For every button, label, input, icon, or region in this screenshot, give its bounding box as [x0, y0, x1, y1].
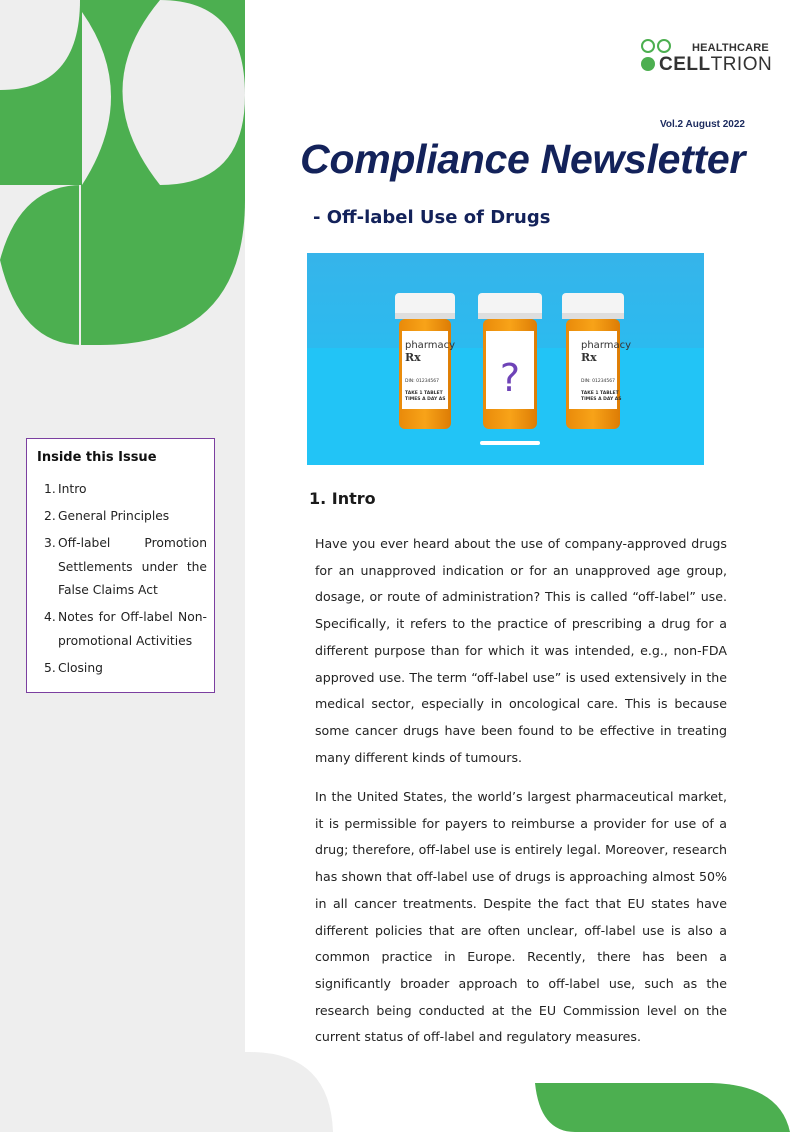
- svg-text:TAKE 1 TABLET: TAKE 1 TABLET: [405, 391, 443, 396]
- svg-text:TAKE 1 TABLET: TAKE 1 TABLET: [581, 391, 619, 396]
- intro-paragraph-1: Have you ever heard about the use of company-approved drugs for an unapproved indication or for an unapproved age group, dosage, or route of administration? This is called “off-label” use. Specifically, it refers to the practice of prescribing a drug for a different purpose than for which it was intended, e.g., non-FDA approved use. The term “off-label use” is used extensively in the medical sector, especially in oncological care. This is because some cancer drugs have been found to be effective in treating many different kinds of tumours.: [315, 536, 727, 765]
- intro-paragraph-2: In the United States, the world’s largest pharmaceutical market, it is permissible for payers to reimburse a provider for use of a drug; therefore, off-label use is entirely legal. Moreover, research has shown that off-label use of drugs is approaching almost 50% in all cancer treatments. Despite the fact that EU states have different policies that are often unclear, off-label use is also a common practice in Europe. Recently, there has been a significantly broader approach to off-label use, such as the research being conducted at the EU Commission level on the current status of off-label and regulatory measures.: [315, 789, 727, 1045]
- toc-list: [44, 478, 207, 684]
- toc-item-closing[interactable]: 5. Closing: [44, 660, 103, 675]
- newsletter-subtitle: - Off-label Use of Drugs: [313, 207, 551, 228]
- svg-text:DIN: 01234567: DIN: 01234567: [405, 379, 440, 384]
- toc-item-false-claims-act[interactable]: 3. Off-label Promotion Settlements under the False Claims Act: [44, 536, 207, 597]
- svg-text:Rx: Rx: [581, 351, 597, 364]
- green-geometric-decoration: [0, 0, 245, 350]
- logo-brand-text: CELLTRION: [659, 54, 773, 75]
- svg-text:pharmacy: pharmacy: [581, 340, 632, 351]
- celltrion-healthcare-logo: [640, 38, 773, 78]
- toc-item-non-promotional[interactable]: 4. Notes for Off-label Non-promotional Activities: [44, 610, 207, 648]
- svg-text:TIMES A DAY AS: TIMES A DAY AS: [405, 397, 446, 402]
- logo-healthcare-text: HEALTHCARE: [692, 42, 769, 54]
- svg-text:DIN: 01234567: DIN: 01234567: [581, 379, 616, 384]
- toc-item-general-principles[interactable]: 2. General Principles: [44, 509, 170, 523]
- newsletter-title: Compliance Newsletter: [300, 136, 745, 182]
- toc-item-intro[interactable]: 1. Intro: [44, 482, 87, 496]
- inside-this-issue-box: [26, 438, 215, 693]
- pill-bottle-left: [395, 293, 455, 429]
- bottle-label-text: pharmacy: [405, 340, 456, 351]
- svg-text:Rx: Rx: [405, 351, 421, 364]
- question-mark: ?: [499, 356, 521, 400]
- pill-bottle-middle: [478, 293, 542, 429]
- toc-title: Inside this Issue: [37, 450, 157, 465]
- volume-date: Vol.2 August 2022: [659, 119, 745, 130]
- section-heading-intro: 1. Intro: [309, 489, 376, 508]
- pill-bottles-image: [307, 253, 704, 465]
- svg-text:TIMES A DAY AS: TIMES A DAY AS: [581, 397, 622, 402]
